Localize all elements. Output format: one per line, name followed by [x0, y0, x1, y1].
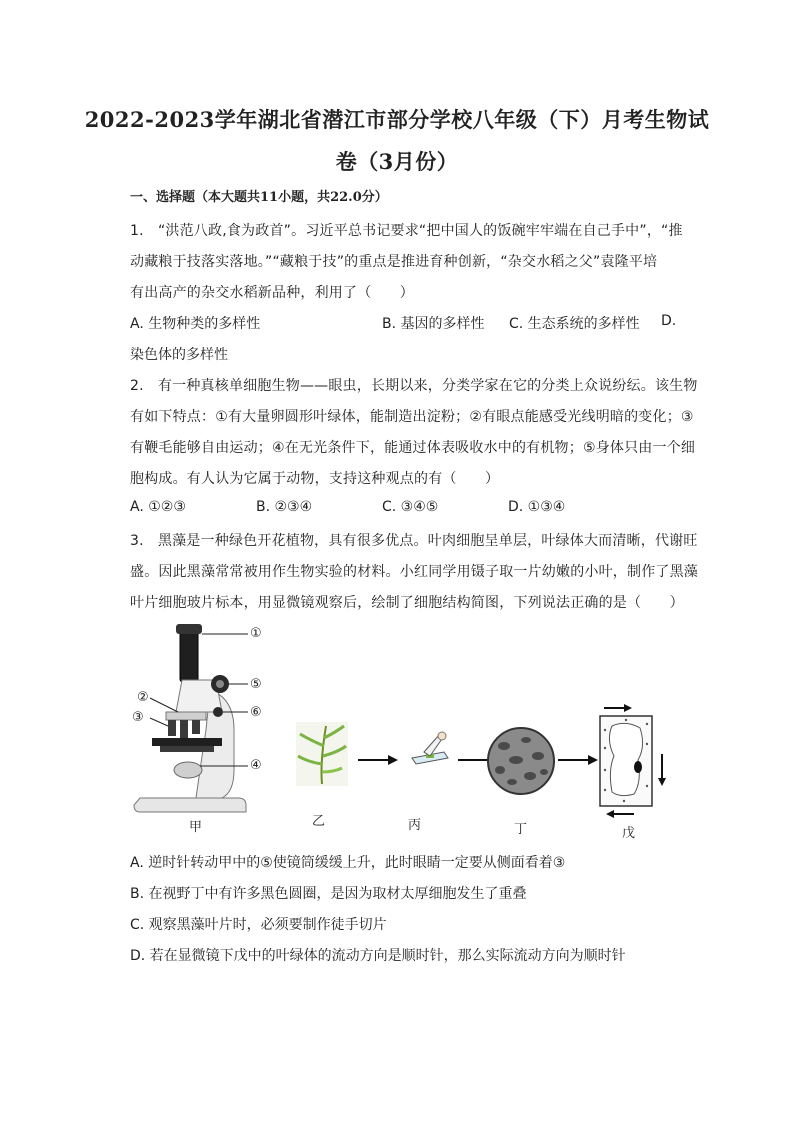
leaf-photo: [296, 722, 348, 786]
q3-line-2: 盛。因此黑藻常常被用作生物实验的材料。小红同学用镊子取一片幼嫩的小叶，制作了黑藻: [130, 564, 698, 580]
q3-option-d: D. 若在显微镜下戊中的叶绿体的流动方向是顺时针，那么实际流动方向为顺时针: [130, 948, 626, 964]
microscope-label-4: ④: [250, 758, 262, 773]
caption-bing: 丙: [408, 818, 422, 833]
q1-line-2: 动藏粮于技落实落地。”“藏粮于技”的重点是推进育种创新，“杂交水稻之父”袁隆平培: [130, 254, 658, 270]
arrow-1: [358, 754, 398, 766]
q3-option-c: C. 观察黑藻叶片时，必须要制作徒手切片: [130, 917, 387, 933]
q3-line-3: 叶片细胞玻片标本，用显微镜观察后，绘制了细胞结构简图，下列说法正确的是（ ）: [130, 595, 684, 611]
microscope-figure: [130, 620, 280, 820]
q2-option-d: D. ①③④: [508, 499, 566, 515]
q2-line-4: 胞构成。有人认为它属于动物，支持这种观点的有（ ）: [130, 471, 500, 487]
q3-option-b: B. 在视野丁中有许多黑色圆圈，是因为取材太厚细胞发生了重叠: [130, 886, 527, 902]
q1-option-d-text: 染色体的多样性: [130, 347, 228, 363]
q1-option-b: B. 基因的多样性: [382, 316, 485, 332]
q1-line-3: 有出高产的杂交水稻新品种，利用了（ ）: [130, 285, 414, 301]
q2-line-2: 有如下特点：①有大量卵圆形叶绿体，能制造出淀粉；②有眼点能感受光线明暗的变化；③: [130, 409, 694, 425]
plant-cell-diagram: [590, 700, 670, 820]
microscope-view: [486, 726, 556, 796]
q2-option-c: C. ③④⑤: [382, 499, 439, 515]
caption-ding: 丁: [514, 822, 528, 837]
microscope-label-3: ③: [132, 710, 144, 725]
microscope-label-6: ⑥: [250, 705, 262, 720]
microscope-label-2: ②: [137, 690, 149, 705]
caption-wu: 戊: [622, 826, 636, 841]
q2-line-1: 2. 有一种真核单细胞生物——眼虫，长期以来，分类学家在它的分类上众说纷纭。该生物: [130, 378, 698, 394]
q1-line-1: 1. “洪范八政,食为政首”。习近平总书记要求“把中国人的饭碗牢牢端在自己手中”，“推: [130, 223, 683, 239]
page-title-cont: 卷（3月份）: [335, 149, 459, 174]
q2-line-3: 有鞭毛能够自由运动；④在无光条件下，能通过体表吸收水中的有机物；⑤身体只由一个细: [130, 440, 696, 456]
q1-option-d: D.: [661, 313, 677, 329]
q2-option-a: A. ①②③: [130, 499, 186, 515]
q2-option-b: B. ②③④: [256, 499, 313, 515]
section-heading: 一、选择题（本大题共11小题，共22.0分）: [130, 190, 388, 205]
microscope-label-1: ①: [250, 626, 262, 641]
caption-jia: 甲: [189, 820, 203, 835]
microscope-label-5: ⑤: [250, 677, 262, 692]
caption-yi: 乙: [312, 814, 326, 829]
q3-line-1: 3. 黑藻是一种绿色开花植物，具有很多优点。叶肉细胞呈单层，叶绿体大而清晰，代谢旺: [130, 533, 698, 549]
q3-option-a: A. 逆时针转动甲中的⑤使镜筒缓缓上升，此时眼睛一定要从侧面看着③: [130, 855, 566, 871]
slide-preparation-figure: [404, 728, 454, 768]
page-title: 2022-2023学年湖北省潜江市部分学校八年级（下）月考生物试: [84, 107, 710, 132]
q1-option-c: C. 生态系统的多样性: [509, 316, 640, 332]
q1-option-a: A. 生物种类的多样性: [130, 316, 261, 332]
